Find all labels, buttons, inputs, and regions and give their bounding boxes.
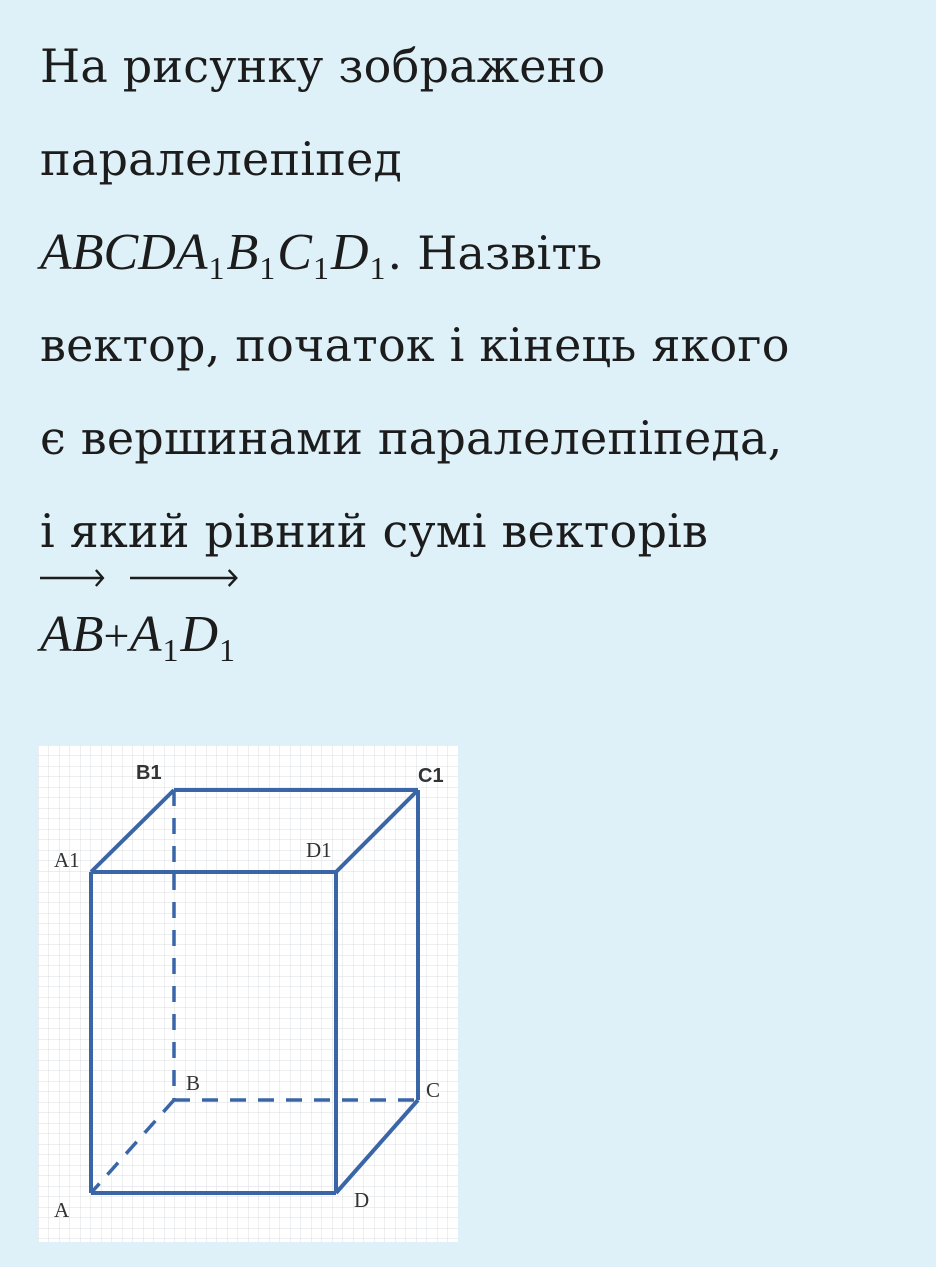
vertex-label-d: D	[354, 1188, 370, 1212]
vector-a1d1-sub2: 1	[219, 632, 236, 668]
problem-line-1: На рисунку зображено	[40, 39, 606, 93]
vector-arrow-icon	[40, 568, 104, 588]
parallelepiped-diagram	[38, 745, 458, 1242]
problem-line-5: є вершинами паралелепіпеда,	[40, 411, 783, 465]
vertex-label-b: B	[186, 1071, 201, 1095]
problem-line-3-suffix: . Назвіть	[387, 226, 603, 280]
problem-line-4: вектор, початок і кінець якого	[40, 318, 790, 372]
name-part-1-sub: 1	[208, 250, 225, 286]
name-part-2: B	[226, 224, 259, 281]
vector-a1d1	[130, 572, 237, 681]
plus-sign: +	[103, 610, 130, 661]
vertex-label-c1: C1	[418, 765, 444, 787]
parallelepiped-figure	[38, 745, 458, 1242]
vector-arrow-icon	[130, 568, 237, 588]
vertex-label-d1: D1	[306, 838, 332, 862]
vertex-label-a: A	[54, 1198, 70, 1222]
name-part-3-sub: 1	[312, 250, 329, 286]
name-part-1: ABCDA	[40, 224, 208, 281]
problem-line-2: паралелепіпед	[40, 132, 403, 186]
name-part-4: D	[330, 224, 369, 281]
vector-sum-expression	[40, 572, 930, 668]
parallelepiped-name	[40, 224, 388, 286]
vertex-label-b1: B1	[136, 762, 162, 784]
grid-pattern	[38, 745, 458, 1242]
vertex-label-a1: A1	[54, 848, 80, 872]
vector-a1d1-sub1: 1	[162, 632, 179, 668]
vector-ab	[40, 572, 104, 681]
problem-line-3	[40, 206, 930, 299]
problem-text	[40, 20, 930, 668]
vector-a1d1-base1: A	[129, 606, 162, 663]
vertex-label-c: C	[426, 1078, 441, 1102]
problem-line-6: і який рівний сумі векторів	[40, 504, 709, 558]
vector-a1d1-base2: D	[180, 606, 219, 663]
vector-ab-label: AB	[40, 606, 104, 663]
name-part-3: C	[277, 224, 312, 281]
name-part-4-sub: 1	[369, 250, 386, 286]
name-part-2-sub: 1	[259, 250, 276, 286]
